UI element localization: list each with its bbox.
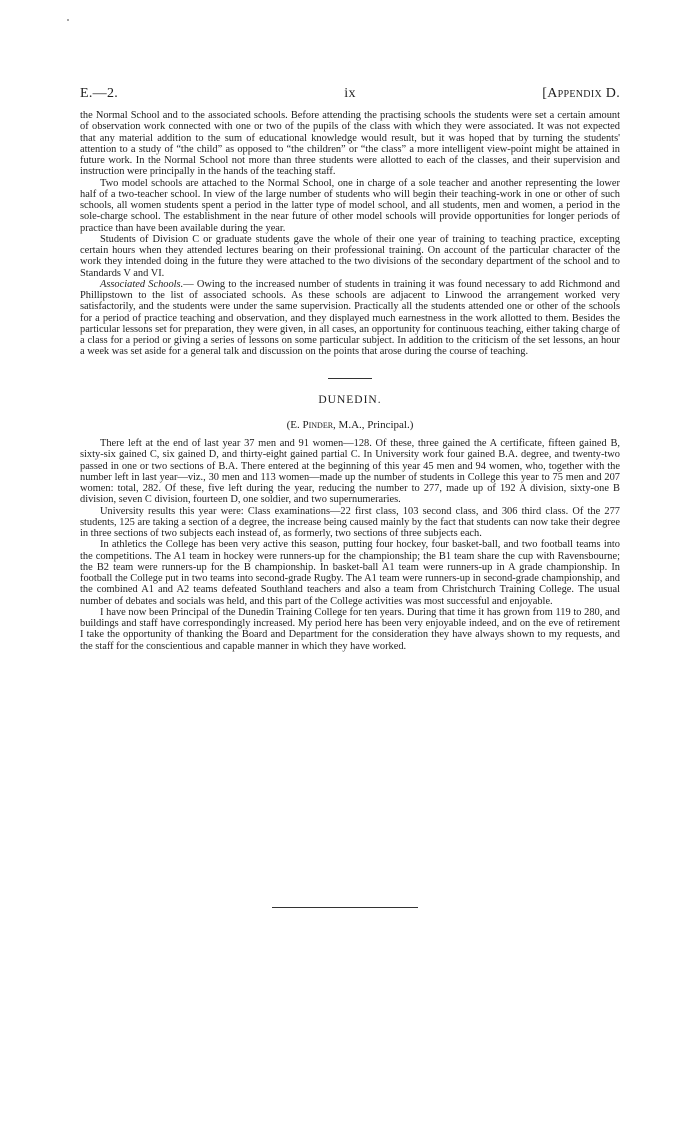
paragraph-division-c: Students of Division C or graduate students gave the whole of their one year of training to teaching practice, excepting certain hours when they attended lectures bearing on their professional training. On account of the particular character of the work they intended doing in the future they were attached to the two divisions of the secondary department of the school and to Standards V and VI. [80, 233, 620, 279]
header-page-number: ix [344, 86, 356, 101]
section-subtitle [80, 420, 620, 431]
body-text [80, 110, 620, 652]
scan-speck [67, 19, 69, 21]
paragraph-principal-farewell: I have now been Principal of the Dunedin Training College for ten years. During that time it has grown from 119 to 280, and buildings and staff have correspondingly increased. My period here has been very enjoyable indeed, and on the eve of retirement I take the opportunity of thanking the Board and Department for the consideration they have always shown to my requests, and the staff for the conscientious and capable manner in which they have worked. [80, 606, 620, 652]
subtitle-open: (E. [286, 418, 303, 431]
paragraph-model-schools: Two model schools are attached to the Normal School, one in charge of a sole teacher and another representing the lower half of a two-teacher school. In view of the large number of students who will begin their teaching-work in one or other of such schools, all women students spent a period in the latter type of model school, and all students, men and women, a period in the sole-charge school. The establishment in the near future of other model schools will provide opportunities for longer periods of practice than have been available during the year. [80, 177, 620, 234]
page-header [80, 86, 620, 106]
paragraph-continuation: the Normal School and to the associated schools. Before attending the practising schools the students were set a certain amount of observation work connected with one or two of the pupils of the class with which they were associated. It was not expected that any material addition to the sum of educational knowledge would result, but it was hoped that by turning the students' attention to a study of “the child” as opposed to “the children” or “the class” a more intelligent view-point might be attained in future work. In the Normal School not more than three students were allotted to each of the classes, and their supervision and instruction were principally in the hands of the teaching staff. [80, 110, 620, 178]
section-divider [328, 378, 372, 379]
header-document-code: E.—2. [80, 86, 119, 101]
end-rule [272, 907, 418, 908]
associated-schools-label: Associated Schools. [100, 278, 184, 290]
paragraph-university-results: University results this year were: Class examinations—22 first class, 103 second class, and 306 third class. Of the 277 students, 125 are taking a section of a degree, the increase being caused mainly by the fact that students can now take their degree in three sections of two subjects each instead of, as formerly, two sections of three subjects each. [80, 505, 620, 539]
subtitle-close: , M.A., Principal.) [333, 418, 414, 431]
principal-name: Pinder [302, 418, 334, 431]
paragraph-associated-schools [80, 279, 620, 358]
associated-schools-text: — Owing to the increased number of students in training it was found necessary to add Richmond and Phillipstown to the list of associated schools. As these schools are adjacent to Linwood the arrangement worked very satisfactorily, and the students were under the same supervision. Practically all the students attended one or other of the schools for a period of practice teaching and observation, and they displayed much earnestness in the work allotted to them. Besides the particular lessons set for preparation, they were given, in all cases, an opportunity for continuous teaching, either taking charge of a class for a period or giving a series of lessons on some particular subject. In addition to the criticism of the set lessons, an hour a week was set aside for a general talk and discussion on the points that arose during the course of teaching. [80, 278, 620, 358]
section-title: DUNEDIN. [318, 393, 382, 406]
paragraph-enrolment: There left at the end of last year 37 men and 91 women—128. Of these, three gained the A certificate, fifteen gained B, sixty-six gained C, six gained D, and thirty-eight gained partial C. In University work four gained B.A. degree, and twenty-two passed in one or two sections of B.A. There entered at the beginning of this year 45 men and 94 women, who, together with the number left in last year—viz., 30 men and 113 women—made up the number of students in College this year to 75 men and 207 women: total, 282. Of these, five left during the year, reducing the number to 277, made up of 192 A division, sixty-one B division, seven C division, fourteen D, one soldier, and two supernumeraries. [80, 438, 620, 506]
header-appendix: [Appendix D. [542, 86, 620, 101]
paragraph-athletics: In athletics the College has been very active this season, putting four hockey, four basket-ball, and two football teams into the competitions. The A1 team in hockey were runners-up for the championship; the B1 team share the cup with Ravensbourne; the B2 team were runners-up for the B championship. In basket-ball A1 team were runners-up in A grade championship. In football the College put in two teams into second-grade Rugby. The A1 team were runners-up in second-grade championship, and the combined A1 and A2 teams defeated Southland teachers and also a team from Christchurch Training College. The usual number of debates and socials was held, and this part of the College activities was most successful and enjoyable. [80, 539, 620, 607]
